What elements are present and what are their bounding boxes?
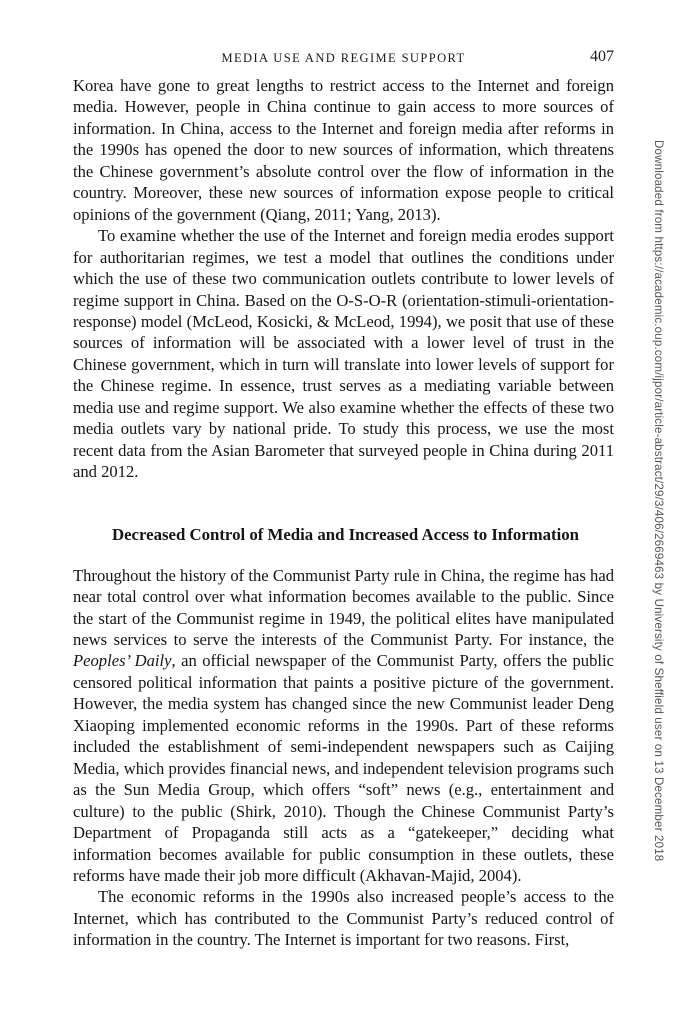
paragraph-text: To examine whether the use of the Internet and foreign media erodes support for authoritarian regimes, we test a model that outlines the conditions under which the use of these two communication outlets contribute to lower levels of regime support in China. Based on the O-S-O-R (orientation-stimuli-orientation-response) model (McLeod, Kosicki, & McLeod, 1994), we posit that use of these sources of information will be associated with a lower level of trust in the Chinese government, which in turn will translate into lower levels of support for the Chinese regime. In essence, trust serves as a mediating variable between media use and regime support. We also examine whether the effects of these two media outlets vary by national pride. To study this process, we use the most recent data from the Asian Barometer that surveyed people in China during 2011 and 2012.	[73, 226, 614, 482]
download-watermark: Downloaded from https://academic.oup.com/ijpor/article-abstract/29/3/406/2669463 by University of Sheffield user on 13 December 2018	[652, 140, 665, 862]
paragraph-text: The economic reforms in the 1990s also increased people’s access to the Internet, which has contributed to the Communist Party’s reduced control of information in the country. The Internet is important for two reasons. First,	[73, 887, 614, 950]
newspaper-title: Peoples’ Daily	[73, 651, 172, 671]
body-paragraph	[73, 225, 614, 482]
running-head-title: MEDIA USE AND REGIME SUPPORT	[221, 51, 466, 65]
page-number: 407	[590, 48, 614, 65]
paragraph-text: , an official newspaper of the Communist Party, offers the public censored political information that paints a positive picture of the government. However, the media system has changed since the new Communist leader Deng Xiaoping implemented economic reforms in the 1990s. Part of these reforms included the establishment of semi-independent newspapers such as Caijing Media, which provides financial news, and independent television programs such as the Sun Media Group, which offers “soft” news (e.g., entertainment and culture) to the public (Shirk, 2010). Though the Chinese Communist Party’s Department of Propaganda still acts as a “gatekeeper,” deciding what information becomes available for public consumption in these outlets, these reforms have made their job more difficult (Akhavan-Majid, 2004).	[73, 651, 614, 885]
running-head	[73, 48, 614, 68]
section-heading: Decreased Control of Media and Increased Access to Information	[111, 524, 580, 544]
article-body	[73, 75, 614, 951]
paragraph-text: Throughout the history of the Communist Party rule in China, the regime has had near total control over what information becomes available to the public. Since the start of the Communist regime in 1949, the political elites have manipulated news services to serve the interests of the Communist Party. For instance, the	[73, 565, 614, 649]
body-paragraph	[73, 565, 614, 887]
body-paragraph	[73, 886, 614, 950]
paragraph-text: Korea have gone to great lengths to restrict access to the Internet and foreign media. However, people in China continue to gain access to more sources of information. In China, access to the Internet and foreign media after reforms in the 1990s has opened the door to new sources of information, which threatens the Chinese government’s absolute control over the flow of information in the country. Moreover, these new sources of information expose people to critical opinions of the government (Qiang, 2011; Yang, 2013).	[73, 76, 614, 224]
body-paragraph	[73, 75, 614, 225]
